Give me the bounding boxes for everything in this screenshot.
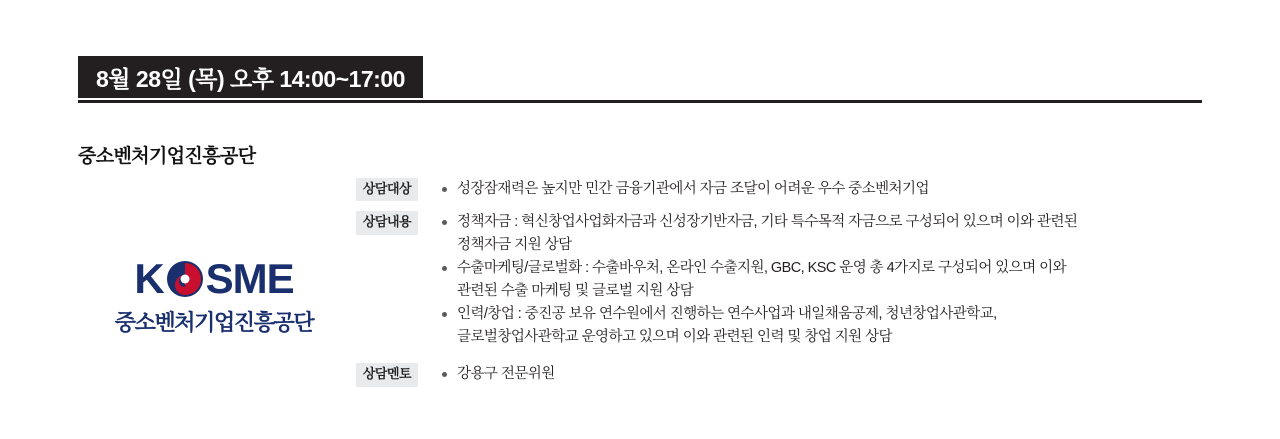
section-tag: 상담내용 <box>356 211 418 234</box>
list-item-line: 정책자금 : 혁신창업사업화자금과 신성장기반자금, 기타 특수목적 자금으로 구성되어 있으며 이와 관련된 <box>457 214 1078 231</box>
section-items <box>418 211 1216 349</box>
section-row-content <box>356 211 1216 349</box>
organization-logo <box>78 255 350 337</box>
section-tag: 상담멘토 <box>356 363 418 386</box>
logo-letters-sme: SME <box>205 255 294 302</box>
section-tag: 상담대상 <box>356 178 418 201</box>
list-item <box>442 257 1216 302</box>
list-item <box>442 178 1216 200</box>
date-banner <box>0 56 1280 102</box>
kosme-swirl-logo-icon <box>165 259 205 299</box>
header-divider <box>78 100 1202 103</box>
list-item-line: 인력/창업 : 중진공 보유 연수원에서 진행하는 연수사업과 내일채움공제, 청년창업사관학교, <box>457 306 997 323</box>
logo-letter-k: K <box>134 255 164 302</box>
list-item <box>442 303 1216 348</box>
list-item-line: 강용구 전문위원 <box>457 366 555 383</box>
logo-subtitle: 중소벤처기업진흥공단 <box>114 310 314 335</box>
logo-wordmark <box>78 255 350 302</box>
list-item <box>442 363 1216 385</box>
content-area <box>356 178 1216 397</box>
section-row-target <box>356 178 1216 201</box>
page-title: 중소벤처기업진흥공단 <box>78 146 256 167</box>
list-item-line: 수출마케팅/글로벌화 : 수출바우처, 온라인 수출지원, GBC, KSC 운영 총 4가지로 구성되어 있으며 이와 <box>457 260 1067 277</box>
section-items <box>418 363 1216 386</box>
section-row-mentor <box>356 363 1216 386</box>
date-badge: 8월 28일 (목) 오후 14:00~17:00 <box>78 56 423 98</box>
section-items <box>418 178 1216 201</box>
list-item-line: 성장잠재력은 높지만 민간 금융기관에서 자금 조달이 어려운 우수 중소벤처기업 <box>457 181 929 197</box>
list-item-line: 관련된 수출 마케팅 및 글로벌 지원 상담 <box>457 282 694 299</box>
list-item <box>442 211 1216 256</box>
list-item-line: 정책자금 지원 상담 <box>457 236 572 253</box>
list-item-line: 글로벌창업사관학교 운영하고 있으며 이와 관련된 인력 및 창업 지원 상담 <box>457 328 893 345</box>
